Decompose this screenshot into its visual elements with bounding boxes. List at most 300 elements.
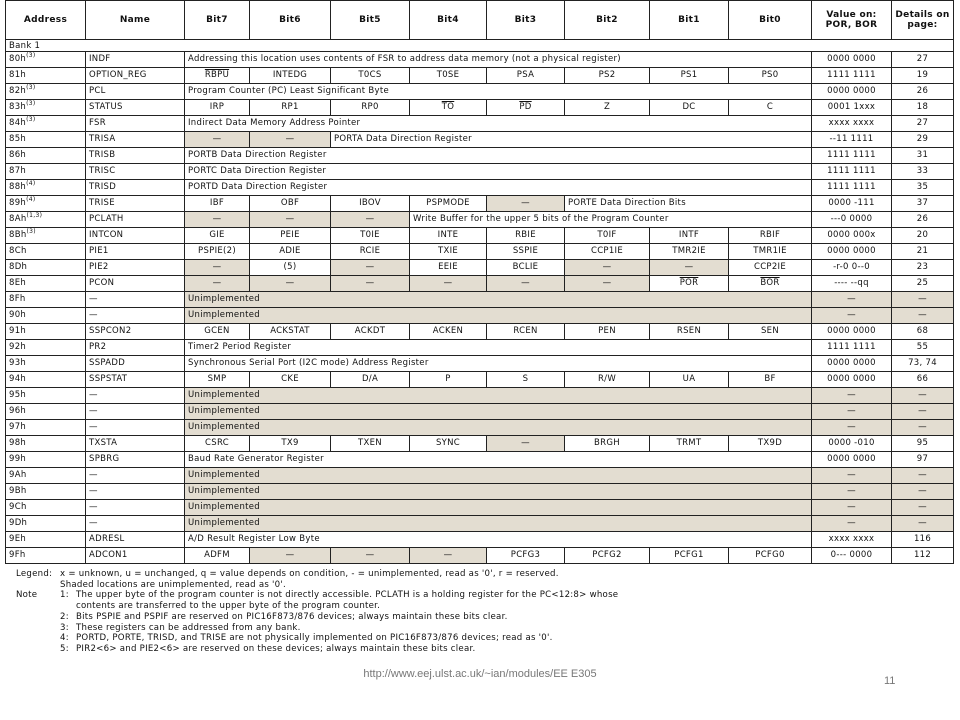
address-value: 93h — [9, 358, 27, 368]
bit-cell: $\overline{PD}$ — [487, 100, 565, 116]
address-value: 86h — [9, 150, 27, 160]
bit-cell: — — [410, 276, 487, 292]
register-name: — — [86, 292, 185, 308]
bit-cell: — — [487, 276, 565, 292]
por-value: ---- --qq — [812, 276, 892, 292]
register-table-container — [5, 0, 953, 564]
description-cell: Baud Rate Generator Register — [185, 452, 812, 468]
por-value: xxxx xxxx — [812, 532, 892, 548]
details-page: — — [892, 500, 954, 516]
note-text: PIR2<6> and PIE2<6> are reserved on these devices; always maintain these bits clear. — [76, 643, 476, 654]
register-name: TRISB — [86, 148, 185, 164]
description-cell: Addressing this location uses contents of FSR to address data memory (not a physical register) — [185, 52, 812, 68]
address-cell — [6, 196, 86, 212]
note-number: 4: — [60, 633, 69, 644]
details-page: 19 — [892, 68, 954, 84]
register-name: ADCON1 — [86, 548, 185, 564]
register-name: FSR — [86, 116, 185, 132]
bit-cell: TRMT — [650, 436, 729, 452]
bit-cell: IRP — [185, 100, 250, 116]
description-cell: Unimplemented — [185, 484, 812, 500]
description-cell: Unimplemented — [185, 404, 812, 420]
bit-cell: ADIE — [250, 244, 331, 260]
bit-cell: PEN — [565, 324, 650, 340]
table-row — [6, 516, 954, 532]
register-name: SSPCON2 — [86, 324, 185, 340]
bit-cell: — — [650, 260, 729, 276]
bit-cell: PCFG0 — [729, 548, 812, 564]
slide-number: 11 — [884, 675, 896, 687]
address-value: 94h — [9, 374, 27, 384]
address-note-ref: (4) — [26, 196, 36, 204]
note-label: Note — [16, 590, 38, 601]
bit-cell: — — [250, 548, 331, 564]
address-value: 87h — [9, 166, 27, 176]
register-name: PR2 — [86, 340, 185, 356]
table-row — [6, 500, 954, 516]
address-value: 85h — [9, 134, 27, 144]
register-name: PCON — [86, 276, 185, 292]
register-name: — — [86, 500, 185, 516]
register-name: TXSTA — [86, 436, 185, 452]
por-value: 0000 0000 — [812, 356, 892, 372]
table-row — [6, 404, 954, 420]
por-value: -r-0 0--0 — [812, 260, 892, 276]
address-value: 8Ch — [9, 246, 27, 256]
address-value: 89h — [9, 198, 27, 208]
details-page: 18 — [892, 100, 954, 116]
bit-cell: PS1 — [650, 68, 729, 84]
address-value: 82h — [9, 86, 27, 96]
address-value: 9Dh — [9, 518, 28, 528]
column-header: Bit7 — [185, 1, 250, 40]
bit-cell: T0CS — [331, 68, 410, 84]
address-cell — [6, 324, 86, 340]
bit-cell: RP0 — [331, 100, 410, 116]
bit-cell: — — [185, 276, 250, 292]
address-value: 9Ch — [9, 502, 27, 512]
table-row — [6, 196, 954, 212]
address-cell — [6, 164, 86, 180]
address-value: 8Eh — [9, 278, 27, 288]
description-cell: Timer2 Period Register — [185, 340, 812, 356]
table-row — [6, 276, 954, 292]
column-header: Bit6 — [250, 1, 331, 40]
details-page: 27 — [892, 52, 954, 68]
note-text: The upper byte of the program counter is not directly accessible. PCLATH is a holding register for the PC<12:8> whose — [76, 590, 619, 601]
bit-cell: — — [185, 260, 250, 276]
por-value: 0000 0000 — [812, 52, 892, 68]
details-page: 97 — [892, 452, 954, 468]
note-line — [16, 601, 618, 612]
address-cell — [6, 84, 86, 100]
bit-cell: PSPMODE — [410, 196, 487, 212]
address-cell — [6, 52, 86, 68]
details-page: — — [892, 404, 954, 420]
bit-cell: TXEN — [331, 436, 410, 452]
details-page: 26 — [892, 212, 954, 228]
details-page: 95 — [892, 436, 954, 452]
register-name: — — [86, 420, 185, 436]
bit-cell: PEIE — [250, 228, 331, 244]
bit-cell: — — [487, 436, 565, 452]
bit-cell: CSRC — [185, 436, 250, 452]
address-cell — [6, 468, 86, 484]
address-cell — [6, 548, 86, 564]
description-cell: Indirect Data Memory Address Pointer — [185, 116, 812, 132]
table-row — [6, 372, 954, 388]
table-row — [6, 468, 954, 484]
table-row — [6, 100, 954, 116]
address-value: 9Bh — [9, 486, 27, 496]
address-cell — [6, 68, 86, 84]
por-value: 1111 1111 — [812, 164, 892, 180]
por-value: 0001 1xxx — [812, 100, 892, 116]
details-page: 29 — [892, 132, 954, 148]
table-row — [6, 340, 954, 356]
address-value: 8Bh — [9, 230, 27, 240]
note-label — [16, 601, 60, 612]
bit-cell: — — [331, 276, 410, 292]
column-header: Bit5 — [331, 1, 410, 40]
header-row — [6, 1, 954, 40]
description-cell: Program Counter (PC) Least Significant Byte — [185, 84, 812, 100]
details-page: 116 — [892, 532, 954, 548]
address-cell — [6, 148, 86, 164]
por-value: — — [812, 292, 892, 308]
description-cell: Unimplemented — [185, 516, 812, 532]
register-name: PCL — [86, 84, 185, 100]
address-value: 80h — [9, 54, 27, 64]
address-cell — [6, 276, 86, 292]
bit-cell: PSPIE(2) — [185, 244, 250, 260]
address-value: 83h — [9, 102, 27, 112]
address-value: 9Eh — [9, 534, 27, 544]
bit-cell: RBIF — [729, 228, 812, 244]
register-name: INTCON — [86, 228, 185, 244]
bit-cell: D/A — [331, 372, 410, 388]
description-cell: PORTE Data Direction Bits — [565, 196, 812, 212]
bit-cell: — — [565, 260, 650, 276]
address-note-ref: (4) — [26, 180, 36, 188]
address-value: 8Fh — [9, 294, 26, 304]
bit-cell: PS2 — [565, 68, 650, 84]
table-row — [6, 324, 954, 340]
bit-cell: INTEDG — [250, 68, 331, 84]
address-cell — [6, 308, 86, 324]
column-header: Bit0 — [729, 1, 812, 40]
legend-text: x = unknown, u = unchanged, q = value depends on condition, - = unimplemented, read as '0', r = reserved. — [60, 569, 559, 579]
bit-cell: PCFG3 — [487, 548, 565, 564]
description-cell: Unimplemented — [185, 500, 812, 516]
address-cell — [6, 404, 86, 420]
note-line — [16, 633, 618, 644]
bit-cell: T0IF — [565, 228, 650, 244]
por-value: xxxx xxxx — [812, 116, 892, 132]
address-value: 88h — [9, 182, 27, 192]
address-cell — [6, 516, 86, 532]
por-value: — — [812, 484, 892, 500]
bit-cell: OBF — [250, 196, 331, 212]
details-page: 112 — [892, 548, 954, 564]
bit-cell: — — [185, 132, 250, 148]
bit-cell: SYNC — [410, 436, 487, 452]
details-page: — — [892, 292, 954, 308]
register-name: ADRESL — [86, 532, 185, 548]
register-name: TRISA — [86, 132, 185, 148]
details-page: 26 — [892, 84, 954, 100]
bank-label: Bank 1 — [6, 40, 954, 52]
address-cell — [6, 500, 86, 516]
description-cell: A/D Result Register Low Byte — [185, 532, 812, 548]
table-row — [6, 420, 954, 436]
table-row — [6, 436, 954, 452]
bit-cell: CCP1IE — [565, 244, 650, 260]
address-cell — [6, 356, 86, 372]
note-number: 3: — [60, 622, 69, 633]
description-cell: Unimplemented — [185, 388, 812, 404]
address-note-ref: (3) — [26, 52, 36, 60]
description-cell: PORTC Data Direction Register — [185, 164, 812, 180]
note-line — [16, 590, 618, 601]
address-cell — [6, 420, 86, 436]
bit-cell: TMR1IE — [729, 244, 812, 260]
bit-cell: $\overline{TO}$ — [410, 100, 487, 116]
note-label — [16, 633, 60, 644]
table-row — [6, 452, 954, 468]
address-value: 90h — [9, 310, 27, 320]
table-row — [6, 132, 954, 148]
register-name: INDF — [86, 52, 185, 68]
register-name: — — [86, 308, 185, 324]
register-name: PCLATH — [86, 212, 185, 228]
details-page: 25 — [892, 276, 954, 292]
bit-cell: PS0 — [729, 68, 812, 84]
address-note-ref: (3) — [26, 116, 36, 124]
register-name: — — [86, 404, 185, 420]
address-value: 97h — [9, 422, 27, 432]
legend-line — [16, 580, 618, 591]
por-value: 0000 0000 — [812, 244, 892, 260]
details-page: — — [892, 308, 954, 324]
table-row — [6, 52, 954, 68]
bit-cell: S — [487, 372, 565, 388]
bit-cell: — — [331, 260, 410, 276]
por-value: — — [812, 500, 892, 516]
details-page: 21 — [892, 244, 954, 260]
register-name: — — [86, 468, 185, 484]
register-name: TRISE — [86, 196, 185, 212]
bit-cell: PSA — [487, 68, 565, 84]
por-value: — — [812, 404, 892, 420]
column-header: Bit1 — [650, 1, 729, 40]
details-page: 35 — [892, 180, 954, 196]
column-header: Bit3 — [487, 1, 565, 40]
table-row — [6, 180, 954, 196]
bit-cell: — — [487, 196, 565, 212]
bit-cell: RSEN — [650, 324, 729, 340]
description-cell: Write Buffer for the upper 5 bits of the Program Counter — [410, 212, 812, 228]
bit-cell: GIE — [185, 228, 250, 244]
address-cell — [6, 132, 86, 148]
details-page: — — [892, 468, 954, 484]
por-value: 0000 -111 — [812, 196, 892, 212]
description-cell: PORTD Data Direction Register — [185, 180, 812, 196]
por-value: --11 1111 — [812, 132, 892, 148]
bit-cell: GCEN — [185, 324, 250, 340]
note-text: Bits PSPIE and PSPIF are reserved on PIC16F873/876 devices; always maintain these bits clear. — [76, 611, 508, 622]
column-header: Address — [6, 1, 86, 40]
bit-cell: (5) — [250, 260, 331, 276]
por-value: 0000 000x — [812, 228, 892, 244]
address-value: 91h — [9, 326, 27, 336]
note-number: 5: — [60, 643, 69, 654]
por-value: 0000 0000 — [812, 84, 892, 100]
note-label — [16, 623, 60, 634]
details-page: — — [892, 484, 954, 500]
details-page: 27 — [892, 116, 954, 132]
por-value: 0000 0000 — [812, 452, 892, 468]
bit-cell: $\overline{POR}$ — [650, 276, 729, 292]
por-value: 0000 -010 — [812, 436, 892, 452]
bit-cell: TXIE — [410, 244, 487, 260]
table-row — [6, 164, 954, 180]
bit-cell: ACKSTAT — [250, 324, 331, 340]
bit-cell: ADFM — [185, 548, 250, 564]
address-value: 8Ah — [9, 214, 27, 224]
bit-cell: — — [250, 132, 331, 148]
bit-cell: CKE — [250, 372, 331, 388]
bit-cell: ACKDT — [331, 324, 410, 340]
bit-cell: RCIE — [331, 244, 410, 260]
details-page: 73, 74 — [892, 356, 954, 372]
legend-text: Shaded locations are unimplemented, read as '0'. — [60, 579, 286, 590]
register-name: SSPSTAT — [86, 372, 185, 388]
column-header: Details on page: — [892, 1, 954, 40]
note-text: These registers can be addressed from any bank. — [76, 622, 301, 633]
table-row — [6, 548, 954, 564]
por-value: 1111 1111 — [812, 68, 892, 84]
table-row — [6, 292, 954, 308]
register-name: — — [86, 516, 185, 532]
details-page: — — [892, 420, 954, 436]
bit-cell: TX9 — [250, 436, 331, 452]
details-page: 33 — [892, 164, 954, 180]
bit-cell: — — [250, 276, 331, 292]
details-page: 37 — [892, 196, 954, 212]
por-value: ---0 0000 — [812, 212, 892, 228]
address-value: 9Ah — [9, 470, 27, 480]
bit-cell: PCFG1 — [650, 548, 729, 564]
register-name: TRISD — [86, 180, 185, 196]
column-header: Name — [86, 1, 185, 40]
column-header: Bit4 — [410, 1, 487, 40]
table-row — [6, 308, 954, 324]
address-cell — [6, 260, 86, 276]
description-cell: Synchronous Serial Port (I2C mode) Address Register — [185, 356, 812, 372]
address-cell — [6, 484, 86, 500]
register-name: PIE2 — [86, 260, 185, 276]
bit-cell: T0SE — [410, 68, 487, 84]
address-cell — [6, 100, 86, 116]
details-page: — — [892, 516, 954, 532]
por-value: 1111 1111 — [812, 180, 892, 196]
por-value: 1111 1111 — [812, 148, 892, 164]
bank-row — [6, 40, 954, 52]
details-page: 23 — [892, 260, 954, 276]
address-value: 9Fh — [9, 550, 26, 560]
details-page: 31 — [892, 148, 954, 164]
note-label — [16, 644, 60, 655]
address-note-ref: (3) — [26, 228, 36, 236]
bit-cell: SSPIE — [487, 244, 565, 260]
address-note-ref: (1,3) — [26, 212, 43, 220]
bit-cell: PCFG2 — [565, 548, 650, 564]
address-cell — [6, 116, 86, 132]
bit-cell: — — [331, 548, 410, 564]
por-value: 0000 0000 — [812, 324, 892, 340]
bit-cell: — — [410, 548, 487, 564]
bit-cell: T0IE — [331, 228, 410, 244]
description-cell: Unimplemented — [185, 468, 812, 484]
note-line — [16, 623, 618, 634]
address-cell — [6, 452, 86, 468]
note-number — [60, 601, 76, 612]
legend-label — [16, 580, 60, 591]
legend-label: Legend: — [16, 569, 53, 579]
table-row — [6, 260, 954, 276]
bit-cell: TMR2IE — [650, 244, 729, 260]
table-row — [6, 532, 954, 548]
register-name: STATUS — [86, 100, 185, 116]
por-value: 0000 0000 — [812, 372, 892, 388]
address-value: 95h — [9, 390, 27, 400]
address-cell — [6, 388, 86, 404]
register-name: — — [86, 484, 185, 500]
bit-cell: — — [565, 276, 650, 292]
details-page: 20 — [892, 228, 954, 244]
address-cell — [6, 436, 86, 452]
bit-cell: DC — [650, 100, 729, 116]
address-note-ref: (3) — [26, 100, 36, 108]
note-text: PORTD, PORTE, TRISD, and TRISE are not physically implemented on PIC16F873/876 devices; read as '0'. — [76, 633, 553, 644]
bit-cell: BCLIE — [487, 260, 565, 276]
note-text: contents are transferred to the upper byte of the program counter. — [76, 601, 381, 612]
register-name: OPTION_REG — [86, 68, 185, 84]
table-row — [6, 116, 954, 132]
bit-cell: Z — [565, 100, 650, 116]
bit-cell: IBF — [185, 196, 250, 212]
table-row — [6, 244, 954, 260]
bit-cell: P — [410, 372, 487, 388]
description-cell: Unimplemented — [185, 308, 812, 324]
register-name: TRISC — [86, 164, 185, 180]
por-value: 0--- 0000 — [812, 548, 892, 564]
bit-cell: SMP — [185, 372, 250, 388]
table-row — [6, 148, 954, 164]
address-cell — [6, 244, 86, 260]
bit-cell: RP1 — [250, 100, 331, 116]
table-row — [6, 68, 954, 84]
register-name: — — [86, 388, 185, 404]
bit-cell: — — [331, 212, 410, 228]
address-cell — [6, 292, 86, 308]
address-cell — [6, 212, 86, 228]
bit-cell: CCP2IE — [729, 260, 812, 276]
table-row — [6, 388, 954, 404]
footer-url: http://www.eej.ulst.ac.uk/~ian/modules/EE E305 — [363, 668, 597, 680]
bit-cell: — — [185, 212, 250, 228]
